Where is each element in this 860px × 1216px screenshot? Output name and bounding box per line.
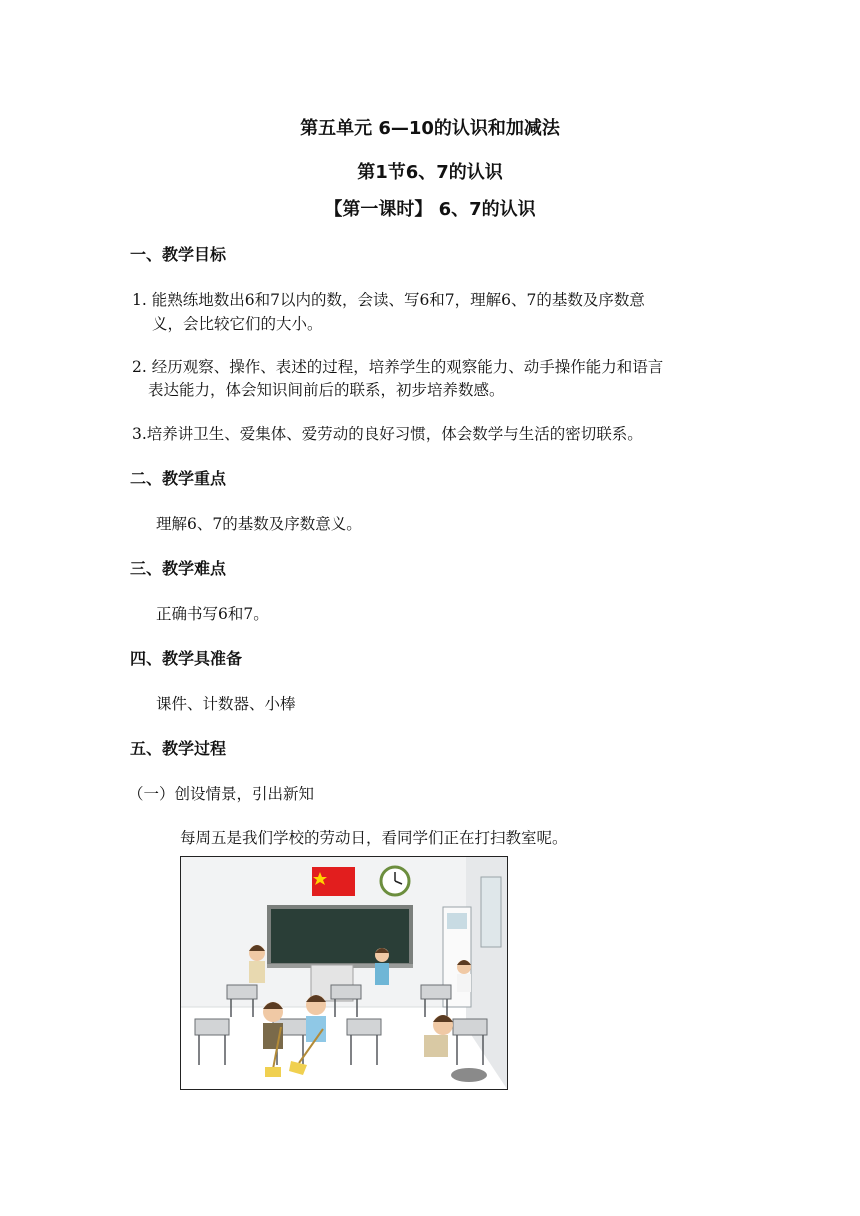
- classroom-cleaning-illustration-icon: [180, 856, 508, 1090]
- goals-heading: 一、教学目标: [130, 245, 227, 264]
- key-points-text: 理解6、7的基数及序数意义。: [156, 515, 362, 533]
- section-title: 第1节6、7的认识: [357, 162, 503, 183]
- process-heading: 五、教学过程: [130, 739, 227, 758]
- key-points-heading: 二、教学重点: [130, 469, 227, 488]
- classroom-svg: [181, 857, 507, 1089]
- unit-title: 第五单元 6—10的认识和加减法: [300, 118, 560, 139]
- goal-1-line-2: 义，会比较它们的大小。: [152, 315, 323, 333]
- materials-text: 课件、计数器、小棒: [156, 695, 296, 713]
- difficulties-text: 正确书写6和7。: [156, 605, 269, 623]
- goal-2-line-2: 表达能力，体会知识间前后的联系，初步培养数感。: [148, 381, 505, 399]
- goal-3: 3.培养讲卫生、爱集体、爱劳动的良好习惯，体会数学与生活的密切联系。: [132, 425, 643, 443]
- process-step-1: （一）创设情景，引出新知: [128, 785, 315, 803]
- process-step-1-text: 每周五是我们学校的劳动日，看同学们正在打扫教室呢。: [180, 829, 568, 847]
- materials-heading: 四、教学具准备: [130, 649, 243, 668]
- goal-1-line-1: 1. 能熟练地数出6和7以内的数，会读、写6和7，理解6、7的基数及序数意: [132, 291, 645, 309]
- difficulties-heading: 三、教学难点: [130, 559, 227, 578]
- goal-2-line-1: 2. 经历观察、操作、表述的过程，培养学生的观察能力、动手操作能力和语言: [132, 358, 664, 376]
- clock-icon: [381, 867, 409, 895]
- flag-icon: [312, 867, 355, 896]
- blackboard-icon: [267, 907, 413, 968]
- lesson-title: 【第一课时】 6、7的认识: [324, 199, 536, 220]
